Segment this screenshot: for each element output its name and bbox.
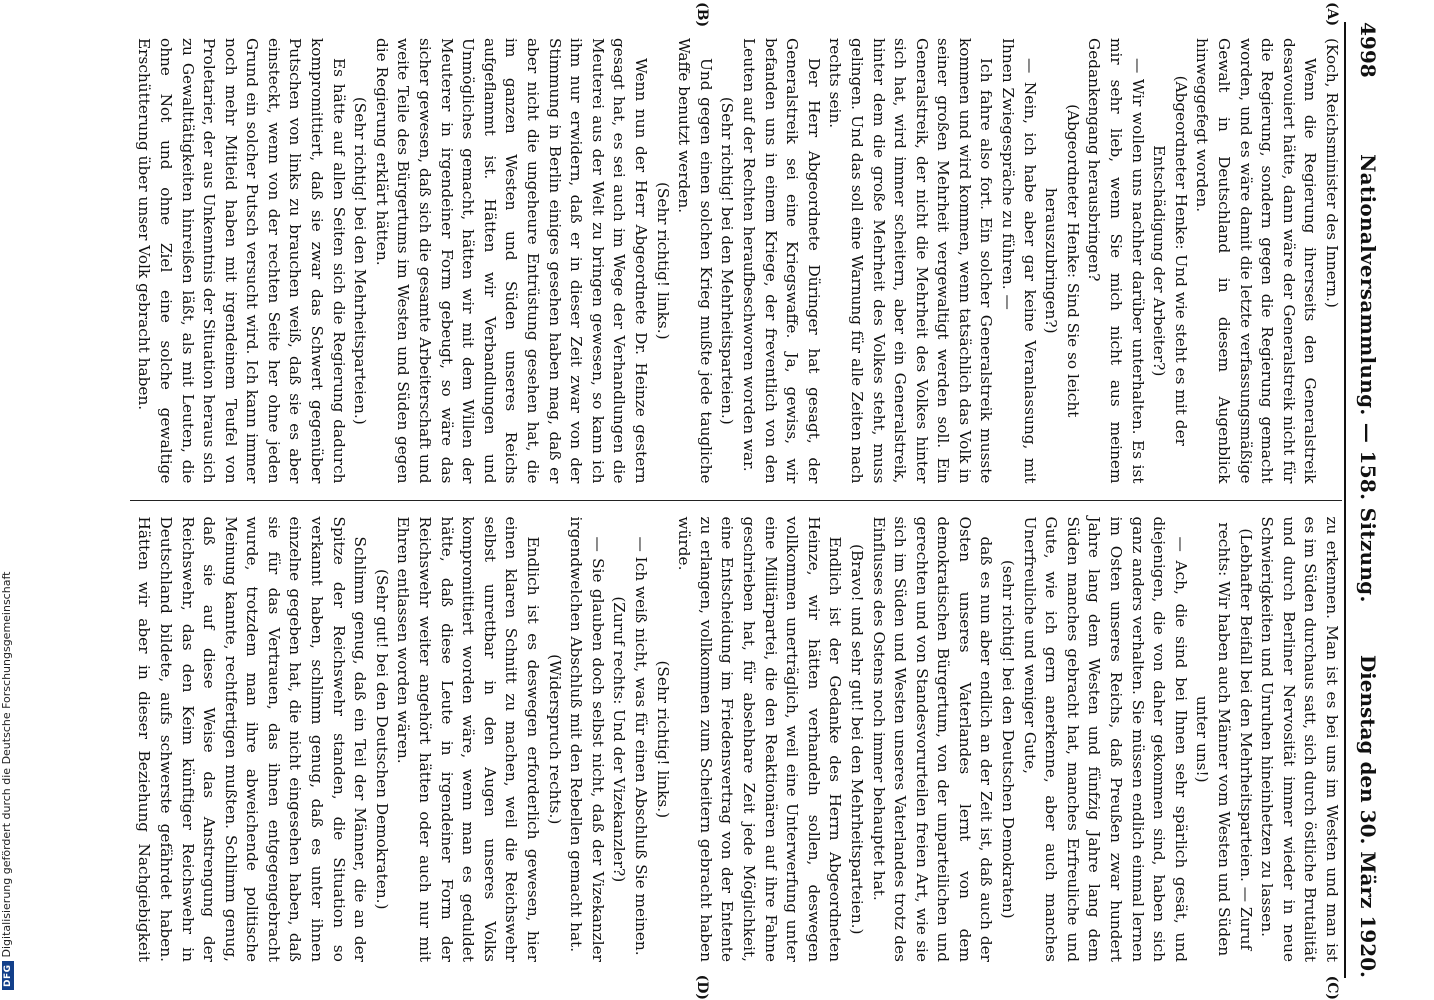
paragraph: Schlimm genug, daß ein Teil der Männer, die an der Spitze der Reichswehr standen, die Situation so verkannt haben, schlimm genug, daß es unter ihnen einzelne gegeben hat, die nicht eingesehen haben, daß sie für das Vertrauen, das ihnen entgegengebracht wurde, trotzdem man ihre abweichende politische Meinung kannte, rechtfertigen mußten. Schlimm genug, daß sie auf diese Weise das Anstrengung der Reichswehr, das den Keim künftiger Reichswehr in Deutschland bildete, aufs schwerste gefährdet haben. Hätten wir aber in dieser Beziehung Nachgiebigkeit [135,516,370,962]
paragraph: (Koch, Reichsminister des Innern.) [1323,38,1341,308]
interjection: (Bravo! und sehr gut! bei den Mehrheitsparteien.) [847,544,866,935]
interjection: (Widerspruch rechts.) [545,654,564,825]
interjection: (Lebhafter Beifall bei den Mehrheitsparteien. — Zuruf rechts: Wir haben auch Männer vom Westen und Süden unter uns!) [1193,522,1255,957]
interjection: (Abgeordneter Henke: Und wie steht es mit der Entschädigung der Arbeiter?) [1150,75,1190,446]
interjection: (Abgeordneter Henke: Sind Sie so leicht herauszubringen?) [1042,104,1082,418]
session-date: Dienstag den 30. März 1920. [1356,654,1380,978]
sponsor-note: Digitalisierung gefördert durch die Deutsche Forschungsgemeinschaft [0,571,13,958]
paragraph: Und gegen einen solchen Krieg mußte jede taugliche Waffe benutzt werden. [675,38,715,484]
interjection [130,38,133,484]
margin-marker-d: (D) [694,974,710,1000]
margin-marker-a: (A) [1324,2,1340,27]
paragraph: — Sie glauben doch selbst nicht, daß der Vizekanzler irgendwelchen Abschluß mit den Rebellen gemacht hat. [567,516,607,962]
right-column [130,501,1342,979]
paragraph: — Nein, ich habe aber gar keine Veranlassung, mit Ihnen Zwiegespräche zu führen. — [999,38,1039,484]
paragraph: — Wir wollen uns nachher darüber unterhalten. Es ist mir sehr lieb, wenn Sie mich nicht aus meinem Gedankengang herausbringen? [1085,38,1147,484]
paragraph: Endlich ist es deswegen erforderlich gewesen, hier einen klaren Schnitt zu machen, weil die Reichswehr selbst unrettbar in den Augen unseres Volks kompromittiert worden wäre, wenn man es geduldet hätte, daß diese Leute in irgendeiner Form der Reichswehr weiter angehört hätten oder auch nur mit Ehren entlassen worden wären. [394,516,543,962]
paragraph: Ich fahre also fort. Ein solcher Generalstreik musste kommen und wird kommen, wenn tatsächlich das Volk in seiner großen Mehrheit vergewaltigt werden soll. Ein Generalstreik, der nicht die Mehrheit des Volkes hinter sich hat, wird immer scheitern, aber ein Generalstreik, hinter dem die große Mehrheit des Volkes steht, muss gelingen. Und das soll eine Warnung für alle Zeiten nach rechts sein. [826,38,996,484]
paragraph: Es hätte auf allen Seiten sich die Regierung dadurch kompromittiert, daß sie zwar das Schwert gegenüber Putschen von links zu brauchen weiß, daß sie es aber einsteckt, wenn von der rechten Seite her ohne jeden Grund ein solcher Putsch versucht wird. Ich kann immer noch mehr Mitleid haben mit irgendeinem Teufel von Proletarier, der aus Unkenntnis der Situation heraus sich zu Gewalttätigkeiten hinreißen läßt, als mit Leuten, die ohne Not und ohne Ziel eine solche gewaltige Erschütterung über unser Volk gebracht haben. [135,38,348,484]
paragraph: Endlich ist der Gedanke des Herrn Abgeordneten Heinze, wir hätten verhandeln sollen, deswegen vollkommen unerträglich, weil eine Unterwerfung unter eine Militärpartei, die den Reaktionären auf ihre Fahne geschrieben hat, für absehbare Zeit jede Möglichkeit, eine Entscheidung im Friedensvertrag von der Entente zu erlangen, vollkommen zum Scheitern gebracht haben würde. [675,516,845,962]
paragraph: Der Herr Abgeordnete Düringer hat gesagt, der Generalstreik sei eine Kriegswaffe. Ja, gewiss, wir befanden uns in einem Kriege, der freventlich von den Leuten auf der Rechten heraufbeschworen worden war. [739,38,823,484]
margin-marker-c: (C) [1324,975,1340,1000]
paragraph: — Ich weiß nicht, was für einen Abschluß Sie meinen. [632,536,650,956]
page-number: 4998 [1356,22,1380,78]
interjection: (sehr richtig! bei den Deutschen Demokraten) [999,559,1018,919]
interjection: (Sehr gut! bei den Deutschen Demokraten.) [372,569,391,910]
left-column [130,22,1342,500]
interjection: (Sehr richtig! links.) [653,181,672,340]
interjection: (Sehr richtig! links.) [653,660,672,819]
interjection: (Sehr richtig! bei den Mehrheitsparteien.) [351,96,370,425]
text-columns [130,22,1342,978]
paragraph: daß es nun aber endlich an der Zeit ist, daß auch der Osten unseres Vaterlandes lernt von dem demokratischen Bürgertum, von der unparteilichen und gerechten und von Standesvorurteilen freien Art, wie sie sich im Süden und Westen unseres Vaterlandes trotz des Einflusses des Ostens noch immer behauptet hat. [869,516,996,962]
paragraph: — Ach, die sind bei Ihnen sehr spärlich gesät, und diejenigen, die von daher gekommen sind, haben sich ganz anders verhalten. Sie müssen endlich einmal lernen im Osten unseres Reichs, daß Preußen zwar hundert Jahre lang dem Westen und fünfzig Jahre lang dem Süden manches gebracht hat, manches Erfreuliche und Gute, wie ich gern anerkenne, aber auch manches Unerfreuliche und weniger Gute, [1020,516,1190,962]
interjection: (Zuruf rechts: Und der Vizekanzler?) [610,596,629,883]
document-page [10,0,1410,1000]
paragraph: zu erkennen. Man ist es bei uns im Westen und man ist es im Süden durchaus satt, sich durch östliche Brutalität und durch Berliner Nervosität immer wieder in neue Schwierigkeiten und Unruhen hineinhetzen zu lassen. [1258,516,1341,962]
interjection: (Sehr richtig! bei den Mehrheitsparteien.) [718,96,737,425]
page-header [1344,22,1390,978]
margin-marker-b: (B) [694,2,710,28]
paragraph: Wenn nun der Herr Abgeordnete Dr. Heinze gestern gesagt hat, es sei auch im Wege der Verhandlungen die Meuterei aus der Welt zu bringen gewesen, so kann ich ihm nur erwidern, daß er in dieser Zeit zwar von der Stimmung in Berlin einiges gesehen haben mag, daß er aber nicht die ungeheure Entrüstung gesehen hat, die im ganzen Westen und Süden unseres Reichs aufgeflammt ist. Hätten wir Verbandlungen und Unmögliches gemacht, hätten wir mit dem Willen der Meuterer in irgendeiner Form gebeugt, so wäre das sicher gewesen, daß sich die gesamte Arbeiterschaft und weite Teile des Bürgertums im Westen und Süden gegen die Regierung erklärt hätten. [372,38,650,484]
dfg-logo: DFG [2,961,14,990]
sponsor-sidebar [0,0,22,1000]
paragraph: Wenn die Regierung ihrerseits den Generalstreik desavouiert hätte, dann wäre der Generalstreik nicht für die Regierung, sondern gegen die Regierung gemacht worden, und es wäre damit die letzte verfassungsmäßige Gewalt in Deutschland in diesem Augenblick hinweggefegt worden. [1193,38,1320,484]
page-title: Nationalversammlung. — 158. Sitzung. [1356,154,1380,603]
